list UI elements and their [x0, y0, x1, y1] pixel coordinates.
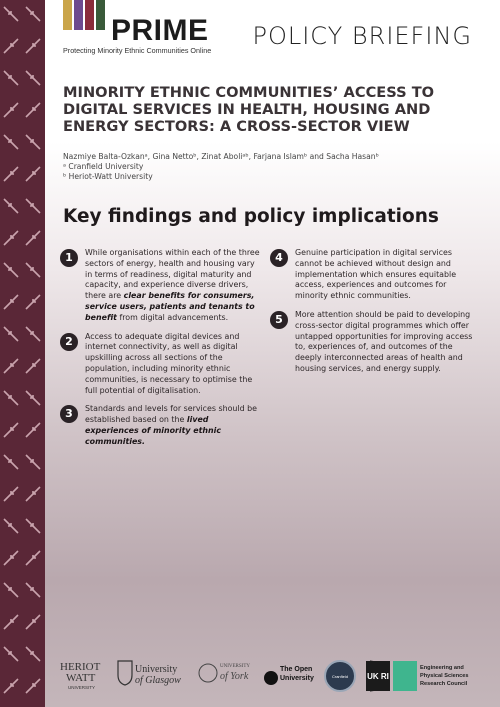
arrow-icon [4, 327, 18, 341]
arrow-icon [4, 7, 18, 21]
arrow-icon [26, 551, 40, 565]
number-badge: 3 [60, 405, 78, 423]
findings-column-right [270, 248, 475, 383]
svg-text:The Open: The Open [280, 666, 313, 673]
prime-logo-bars-graphic [63, 0, 109, 30]
svg-text:UNIVERSITY: UNIVERSITY [68, 685, 96, 690]
arrow-icon [26, 647, 40, 661]
section-heading: Key findings and policy implications [63, 206, 439, 227]
finding-text: Standards and levels for services should be established based on the lived experiences of minority ethnic communities. [85, 404, 258, 446]
arrow-icon [26, 295, 40, 309]
author-block [63, 152, 473, 182]
york-logo [199, 664, 250, 682]
arrow-icon [4, 231, 18, 245]
heriot-watt-logo [60, 661, 101, 690]
finding-item [60, 404, 260, 447]
arrow-icon [26, 103, 40, 117]
arrow-icon [26, 39, 40, 53]
arrow-pattern-graphic [0, 0, 45, 707]
arrow-icon [4, 263, 18, 277]
svg-text:UK RI: UK RI [367, 672, 389, 681]
logo-wordmark: PRIME [111, 14, 209, 47]
arrow-icon [4, 199, 18, 213]
finding-text: Genuine participation in digital services cannot be achieved without design and implementation which ensures equitable access, experiences and outcomes for minority ethnic communities. [295, 248, 457, 301]
arrow-icon [26, 359, 40, 373]
arrow-icon [26, 71, 40, 85]
arrow-icon [4, 135, 18, 149]
svg-text:UNIVERSITY: UNIVERSITY [220, 664, 250, 669]
arrow-icon [4, 487, 18, 501]
finding-item [60, 248, 260, 324]
arrow-icon [26, 7, 40, 21]
arrow-icon [26, 423, 40, 437]
finding-text: While organisations within each of the three sectors of energy, health and housing vary in terms of readiness, digital maturity and capacity, and experience diverse drivers, there are clear benefits for consumers, service users, patients and tenants to benefit from digital advancements. [85, 248, 260, 322]
arrow-icon [26, 583, 40, 597]
number-badge: 5 [270, 311, 288, 329]
arrow-icon [4, 295, 18, 309]
finding-emphasis: lived experiences of minority ethnic communities. [85, 415, 222, 446]
number-badge: 4 [270, 249, 288, 267]
finding-text: More attention should be paid to developing cross-sector digital programmes which offer untapped opportunities for improving access to, experiences of, and outcomes of the deeply interconnected areas of health and housing services, and energy supply. [295, 309, 473, 373]
svg-text:HERIOT: HERIOT [60, 661, 101, 673]
ukri-logo [366, 661, 390, 691]
findings-column-left [60, 248, 260, 456]
arrow-icon [26, 135, 40, 149]
arrow-icon [26, 391, 40, 405]
arrow-icon [4, 615, 18, 629]
svg-text:WATT: WATT [66, 672, 96, 684]
arrow-icon [4, 391, 18, 405]
arrow-icon [4, 519, 18, 533]
partner-logos [58, 655, 498, 697]
arrow-icon [26, 199, 40, 213]
author-names: Nazmiye Balta-Ozkanᵃ, Gina Nettoᵇ, Zinat Aboliᵃᵇ, Farjana Islamᵇ and Sacha Hasanᵇ [63, 152, 379, 161]
arrow-icon [4, 167, 18, 181]
arrow-icon [26, 455, 40, 469]
finding-emphasis: clear benefits for consumers, service users, patients and tenants to benefit [85, 291, 255, 322]
decorative-side-strip [0, 0, 45, 707]
document-type-label: POLICY BRIEFING [252, 22, 472, 50]
arrow-icon [4, 679, 18, 693]
svg-text:Cranfield: Cranfield [331, 674, 349, 679]
finding-item [270, 248, 475, 302]
arrow-icon [4, 71, 18, 85]
arrow-icon [4, 39, 18, 53]
svg-text:Research Council: Research Council [420, 681, 468, 687]
arrow-icon [26, 263, 40, 277]
finding-item [270, 310, 475, 375]
page-title: MINORITY ETHNIC COMMUNITIES’ ACCESS TO DIGITAL SERVICES IN HEALTH, HOUSING AND ENERGY SECTORS: A CROSS-SECTOR VIEW [63, 84, 435, 135]
svg-text:Physical Sciences: Physical Sciences [420, 673, 469, 679]
svg-text:University: University [135, 664, 178, 675]
arrow-icon [26, 519, 40, 533]
affiliation-b: ᵇ Heriot-Watt University [63, 172, 153, 181]
logo-tagline: Protecting Minority Ethnic Communities Online [63, 46, 212, 55]
number-badge: 1 [60, 249, 78, 267]
arrow-icon [26, 167, 40, 181]
svg-text:Engineering and: Engineering and [420, 665, 464, 671]
svg-text:of Glasgow: of Glasgow [135, 675, 181, 686]
cranfield-logo [325, 661, 355, 691]
open-university-logo [264, 666, 314, 685]
glasgow-logo [118, 661, 181, 686]
arrow-icon [4, 551, 18, 565]
arrow-icon [4, 359, 18, 373]
arrow-icon [4, 103, 18, 117]
finding-text: Access to adequate digital devices and internet connectivity, as well as digital upskilling across all sections of the population, including minority ethnic communities, is necessary to optimise the full potential of digitalisation. [85, 331, 253, 395]
epsrc-logo [393, 661, 469, 691]
arrow-icon [4, 455, 18, 469]
arrow-icon [26, 615, 40, 629]
arrow-icon [4, 583, 18, 597]
arrow-icon [26, 487, 40, 501]
finding-item [60, 332, 260, 397]
arrow-icon [26, 327, 40, 341]
arrow-icon [26, 679, 40, 693]
svg-text:of York: of York [220, 671, 249, 682]
number-badge: 2 [60, 333, 78, 351]
affiliation-a: ᵃ Cranfield University [63, 162, 144, 171]
arrow-icon [26, 231, 40, 245]
arrow-icon [4, 423, 18, 437]
prime-logo [63, 0, 263, 58]
svg-text:University: University [280, 675, 314, 682]
arrow-icon [4, 647, 18, 661]
partner-logos-graphic [58, 655, 498, 697]
